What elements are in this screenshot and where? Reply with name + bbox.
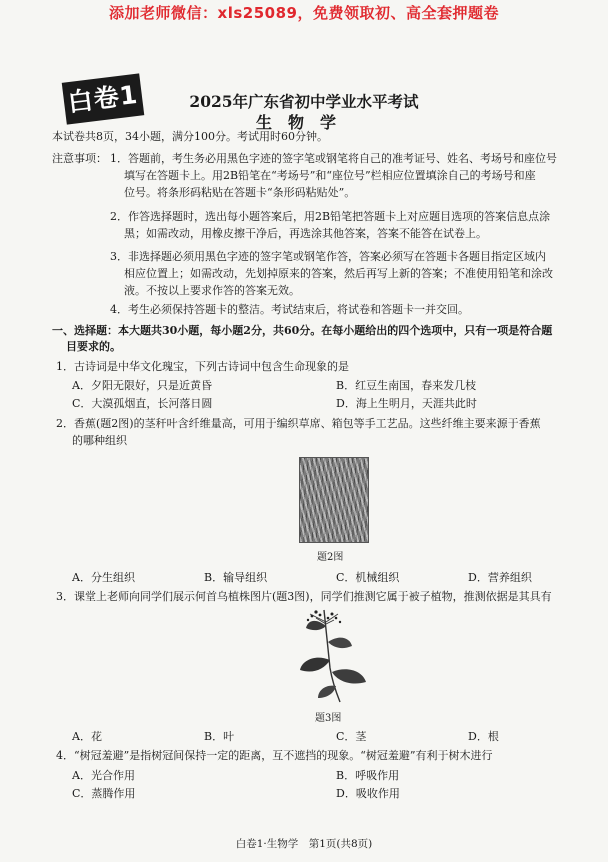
note-2-line-2: 黑；如需改动，用橡皮擦干净后，再选涂其他答案，答案不能答在试卷上。 bbox=[124, 227, 487, 240]
q4-option-b: B．呼吸作用 bbox=[336, 769, 400, 782]
section-1-heading: 一、选择题：本大题共30小题，每小题2分，共60分。在每小题给出的四个选项中，只有一项是符合题 bbox=[52, 324, 553, 337]
q3-option-b: B．叶 bbox=[204, 730, 235, 743]
q4-option-d: D．吸收作用 bbox=[336, 787, 400, 800]
plant-leaf bbox=[318, 686, 336, 698]
notes-label: 注意事项： bbox=[52, 152, 107, 165]
q3-option-a: A．花 bbox=[72, 730, 102, 743]
q4-option-c: C．蒸腾作用 bbox=[72, 787, 136, 800]
q4-option-a: A．光合作用 bbox=[72, 769, 135, 782]
plant-leaf bbox=[328, 638, 352, 648]
exam-title: 2025年广东省初中学业水平考试 bbox=[189, 92, 419, 111]
heshouwu-plant-drawing bbox=[286, 608, 374, 704]
q1-option-b: B．红豆生南国，春来发几枝 bbox=[336, 379, 477, 392]
promo-banner: 添加老师微信：xls25089，免费领取初、高全套押题卷 bbox=[109, 4, 499, 22]
q2-option-d: D．营养组织 bbox=[468, 571, 532, 584]
q2-option-c: C．机械组织 bbox=[336, 571, 400, 584]
q2-option-b: B．输导组织 bbox=[204, 571, 268, 584]
q3-option-c: C．茎 bbox=[336, 730, 367, 743]
page-footer: 白卷1·生物学 第1页(共8页) bbox=[235, 838, 373, 850]
q2-caption: 题2图 bbox=[317, 552, 344, 563]
intro-text: 本试卷共8页，34小题，满分100分。考试用时60分钟。 bbox=[52, 130, 328, 143]
section-1-heading-cont: 目要求的。 bbox=[66, 340, 121, 353]
note-2-line-1: 2．作答选择题时，选出每小题答案后，用2B铅笔把答题卡上对应题目选项的答案信息点涂 bbox=[110, 210, 551, 223]
q3-option-d: D．根 bbox=[468, 730, 499, 743]
q1-option-c: C．大漠孤烟直，长河落日圆 bbox=[72, 397, 213, 410]
q3-stem: 3．课堂上老师向同学们展示何首乌植株图片(题3图)，同学们推测它属于被子植物，推测依据是其具有 bbox=[56, 590, 552, 603]
q2-stem-line-1: 2．香蕉(题2图)的茎秆叶含纤维量高，可用于编织草席、箱包等手工艺品。这些纤维主要来源于香蕉 bbox=[56, 417, 541, 430]
q3-caption: 题3图 bbox=[315, 713, 342, 724]
q1-option-a: A．夕阳无限好，只是近黄昏 bbox=[72, 379, 212, 392]
plant-leaf bbox=[300, 658, 330, 672]
subject-title: 生物学 bbox=[255, 113, 352, 132]
q1-stem: 1．古诗词是中华文化瑰宝，下列古诗词中包含生命现象的是 bbox=[56, 360, 349, 373]
note-1-line-3: 位号。将条形码粘贴在答题卡“条形码粘贴处”。 bbox=[124, 186, 356, 199]
plant-leaf bbox=[332, 669, 366, 683]
note-3-line-1: 3．非选择题必须用黑色字迹的签字笔或钢笔作答，答案必须写在答题卡各题目指定区域内 bbox=[110, 250, 546, 263]
note-1-line-1: 1．答题前，考生务必用黑色字迹的签字笔或钢笔将自己的准考证号、姓名、考场号和座位号 bbox=[110, 152, 557, 165]
q4-stem: 4．“树冠羞避”是指树冠间保持一定的距离，互不遮挡的现象。“树冠羞避”有利于树木进行 bbox=[56, 749, 493, 762]
banana-fiber-photo bbox=[299, 457, 369, 543]
q2-stem-line-2: 的哪种组织 bbox=[72, 434, 127, 447]
q1-option-d: D．海上生明月，天涯共此时 bbox=[336, 397, 477, 410]
note-4-line-1: 4．考生必须保持答题卡的整洁。考试结束后，将试卷和答题卡一并交回。 bbox=[110, 303, 469, 316]
note-3-line-3: 液。不按以上要求作答的答案无效。 bbox=[124, 284, 300, 297]
note-1-line-2: 填写在答题卡上。用2B铅笔在“考场号”和“座位号”栏相应位置填涂自己的考场号和座 bbox=[124, 169, 536, 182]
paper-badge: 白卷1 bbox=[62, 73, 145, 124]
note-3-line-2: 相应位置上；如需改动，先划掉原来的答案，然后再写上新的答案；不准使用铅笔和涂改 bbox=[124, 267, 553, 280]
q2-option-a: A．分生组织 bbox=[72, 571, 135, 584]
